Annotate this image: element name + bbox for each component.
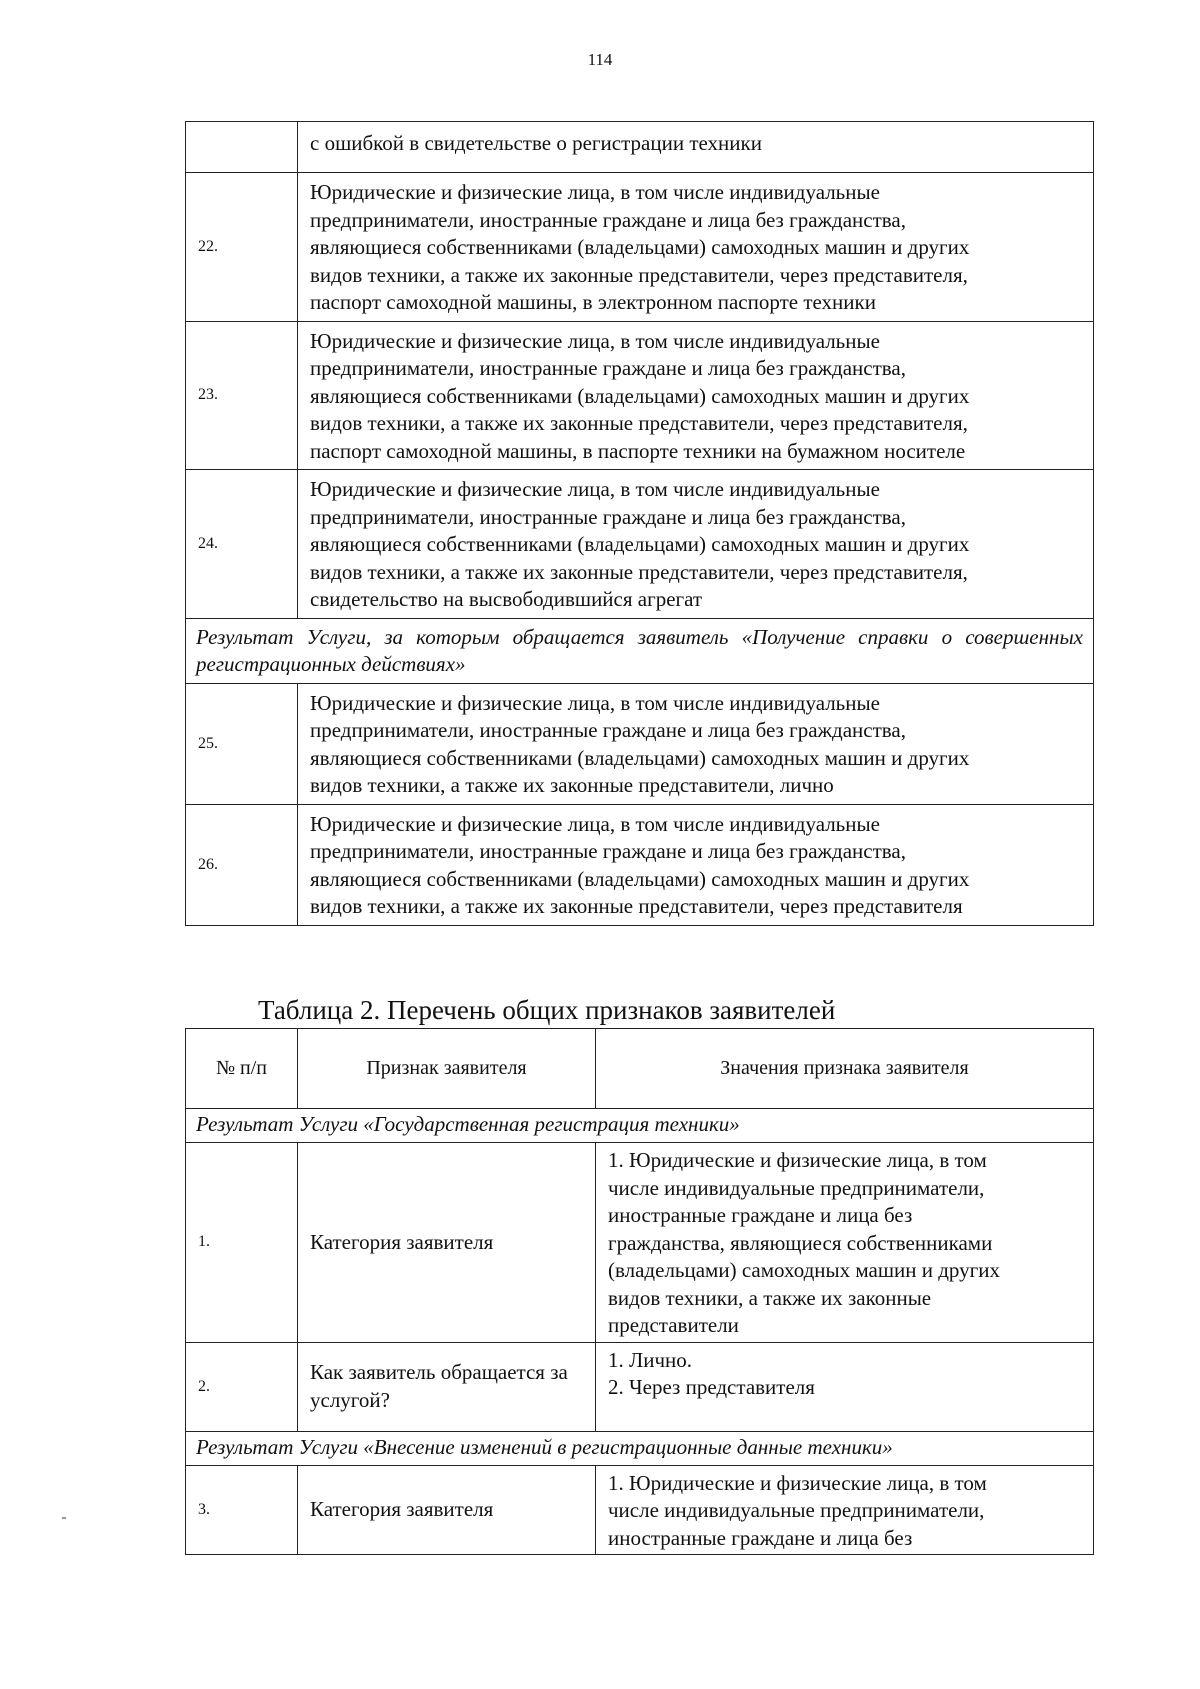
table-row (186, 122, 1094, 173)
text-line: предприниматели, иностранные граждане и лица без гражданства, (310, 356, 906, 380)
text-line: гражданства, являющиеся собственниками (608, 1230, 993, 1255)
table-row (186, 1465, 1094, 1555)
text-line: видов техники, а также их законные (608, 1285, 932, 1310)
applicant-attribute: Как заявитель обращается за услугой? (298, 1342, 596, 1431)
text-line: с ошибкой в свидетельстве о регистрации техники (310, 131, 762, 155)
text-line: видов техники, а также их законные представители, через представителя (310, 894, 963, 918)
table-header-row (186, 1029, 1094, 1109)
applicant-attribute: Категория заявителя (298, 1143, 596, 1343)
table-row (186, 1143, 1094, 1343)
row-text (298, 122, 1094, 173)
text-line: Юридические и физические лица, в том числе индивидуальные (310, 328, 880, 353)
text-line: Юридические и физические лица, в том числе индивидуальные (310, 180, 880, 204)
section-row (186, 1109, 1094, 1143)
table-row (186, 1342, 1094, 1431)
section-row (186, 1431, 1094, 1465)
text-line: являющиеся собственниками (владельцами) самоходных машин и других (310, 235, 970, 259)
text-line: являющиеся собственниками (владельцами) самоходных машин и других (310, 532, 970, 556)
attribute-values (596, 1465, 1094, 1555)
text-line: числе индивидуальные предприниматели, (608, 1498, 985, 1522)
text-line: паспорт самоходной машины, в паспорте техники на бумажном носителе (310, 438, 966, 463)
text-line: видов техники, а также их законные представители, через представителя, (310, 262, 968, 287)
column-header-number: № п/п (186, 1029, 298, 1109)
row-number: 2. (186, 1342, 298, 1431)
text-line: 1. Лично. (608, 1347, 693, 1372)
section-row (186, 618, 1094, 683)
table-row (186, 804, 1094, 925)
row-number: 3. (186, 1465, 298, 1555)
row-text (298, 321, 1094, 470)
text-line: иностранные граждане и лица без (608, 1203, 913, 1227)
text-line: предприниматели, иностранные граждане и лица без гражданства, (310, 207, 906, 232)
attribute-values (596, 1143, 1094, 1343)
page-number: 114 (587, 50, 613, 69)
row-number: 23. (186, 321, 298, 470)
column-header-values: Значения признака заявителя (596, 1029, 1094, 1109)
applicant-attribute: Категория заявителя (298, 1465, 596, 1555)
text-line: видов техники, а также их законные представители, через представителя, (310, 559, 968, 584)
table-row (186, 470, 1094, 619)
row-text (298, 173, 1094, 322)
text-line: являющиеся собственниками (владельцами) самоходных машин и других (310, 383, 970, 408)
applicant-categories-table (185, 121, 1094, 926)
row-text (298, 804, 1094, 925)
section-title: Результат Услуги «Государственная регистрация техники» (186, 1109, 1094, 1143)
applicant-attributes-table (185, 1028, 1094, 1555)
text-line: (владельцами) самоходных машин и других (608, 1258, 1000, 1282)
table-row (186, 683, 1094, 804)
text-line: паспорт самоходной машины, в электронном паспорте техники (310, 290, 876, 314)
text-line: иностранные граждане и лица без (608, 1525, 913, 1550)
text-line: видов техники, а также их законные представители, через представителя, (310, 411, 968, 435)
row-number: 24. (186, 470, 298, 619)
attribute-values (596, 1342, 1094, 1431)
text-line: Юридические и физические лица, в том числе индивидуальные (310, 477, 880, 501)
row-number: 22. (186, 173, 298, 322)
table-row (186, 321, 1094, 470)
text-line: предприниматели, иностранные граждане и лица без гражданства, (310, 839, 906, 863)
text-line: Юридические и физические лица, в том числе индивидуальные (310, 811, 880, 836)
table-row (186, 173, 1094, 322)
text-line: предприниматели, иностранные граждане и лица без гражданства, (310, 504, 906, 529)
text-line: Юридические и физические лица, в том числе индивидуальные (310, 690, 880, 715)
text-line: являющиеся собственниками (владельцами) самоходных машин и других (310, 745, 970, 770)
section-title: Результат Услуги «Внесение изменений в регистрационные данные техники» (186, 1431, 1094, 1465)
row-number: 1. (186, 1143, 298, 1343)
row-text (298, 683, 1094, 804)
column-header-attribute: Признак заявителя (298, 1029, 596, 1109)
text-line: видов техники, а также их законные представители, лично (310, 773, 834, 797)
text-line: свидетельство на высвободившийся агрегат (310, 587, 703, 611)
row-text (298, 470, 1094, 619)
text-line: 2. Через представителя (608, 1375, 815, 1399)
text-line: 1. Юридические и физические лица, в том (608, 1148, 987, 1172)
text-line: предприниматели, иностранные граждане и лица без гражданства, (310, 718, 906, 742)
row-number (186, 122, 298, 173)
text-line: представители (608, 1313, 739, 1337)
scan-mark (62, 1517, 66, 1519)
section-title: Результат Услуги, за которым обращается заявитель «Получение справки о совершенных регистрационных действиях» (186, 618, 1094, 683)
table2-title: Таблица 2. Перечень общих признаков заявителей (258, 995, 836, 1025)
text-line: числе индивидуальные предприниматели, (608, 1175, 985, 1200)
row-number: 25. (186, 683, 298, 804)
text-line: 1. Юридические и физические лица, в том (608, 1470, 987, 1495)
row-number: 26. (186, 804, 298, 925)
text-line: являющиеся собственниками (владельцами) самоходных машин и других (310, 866, 970, 891)
